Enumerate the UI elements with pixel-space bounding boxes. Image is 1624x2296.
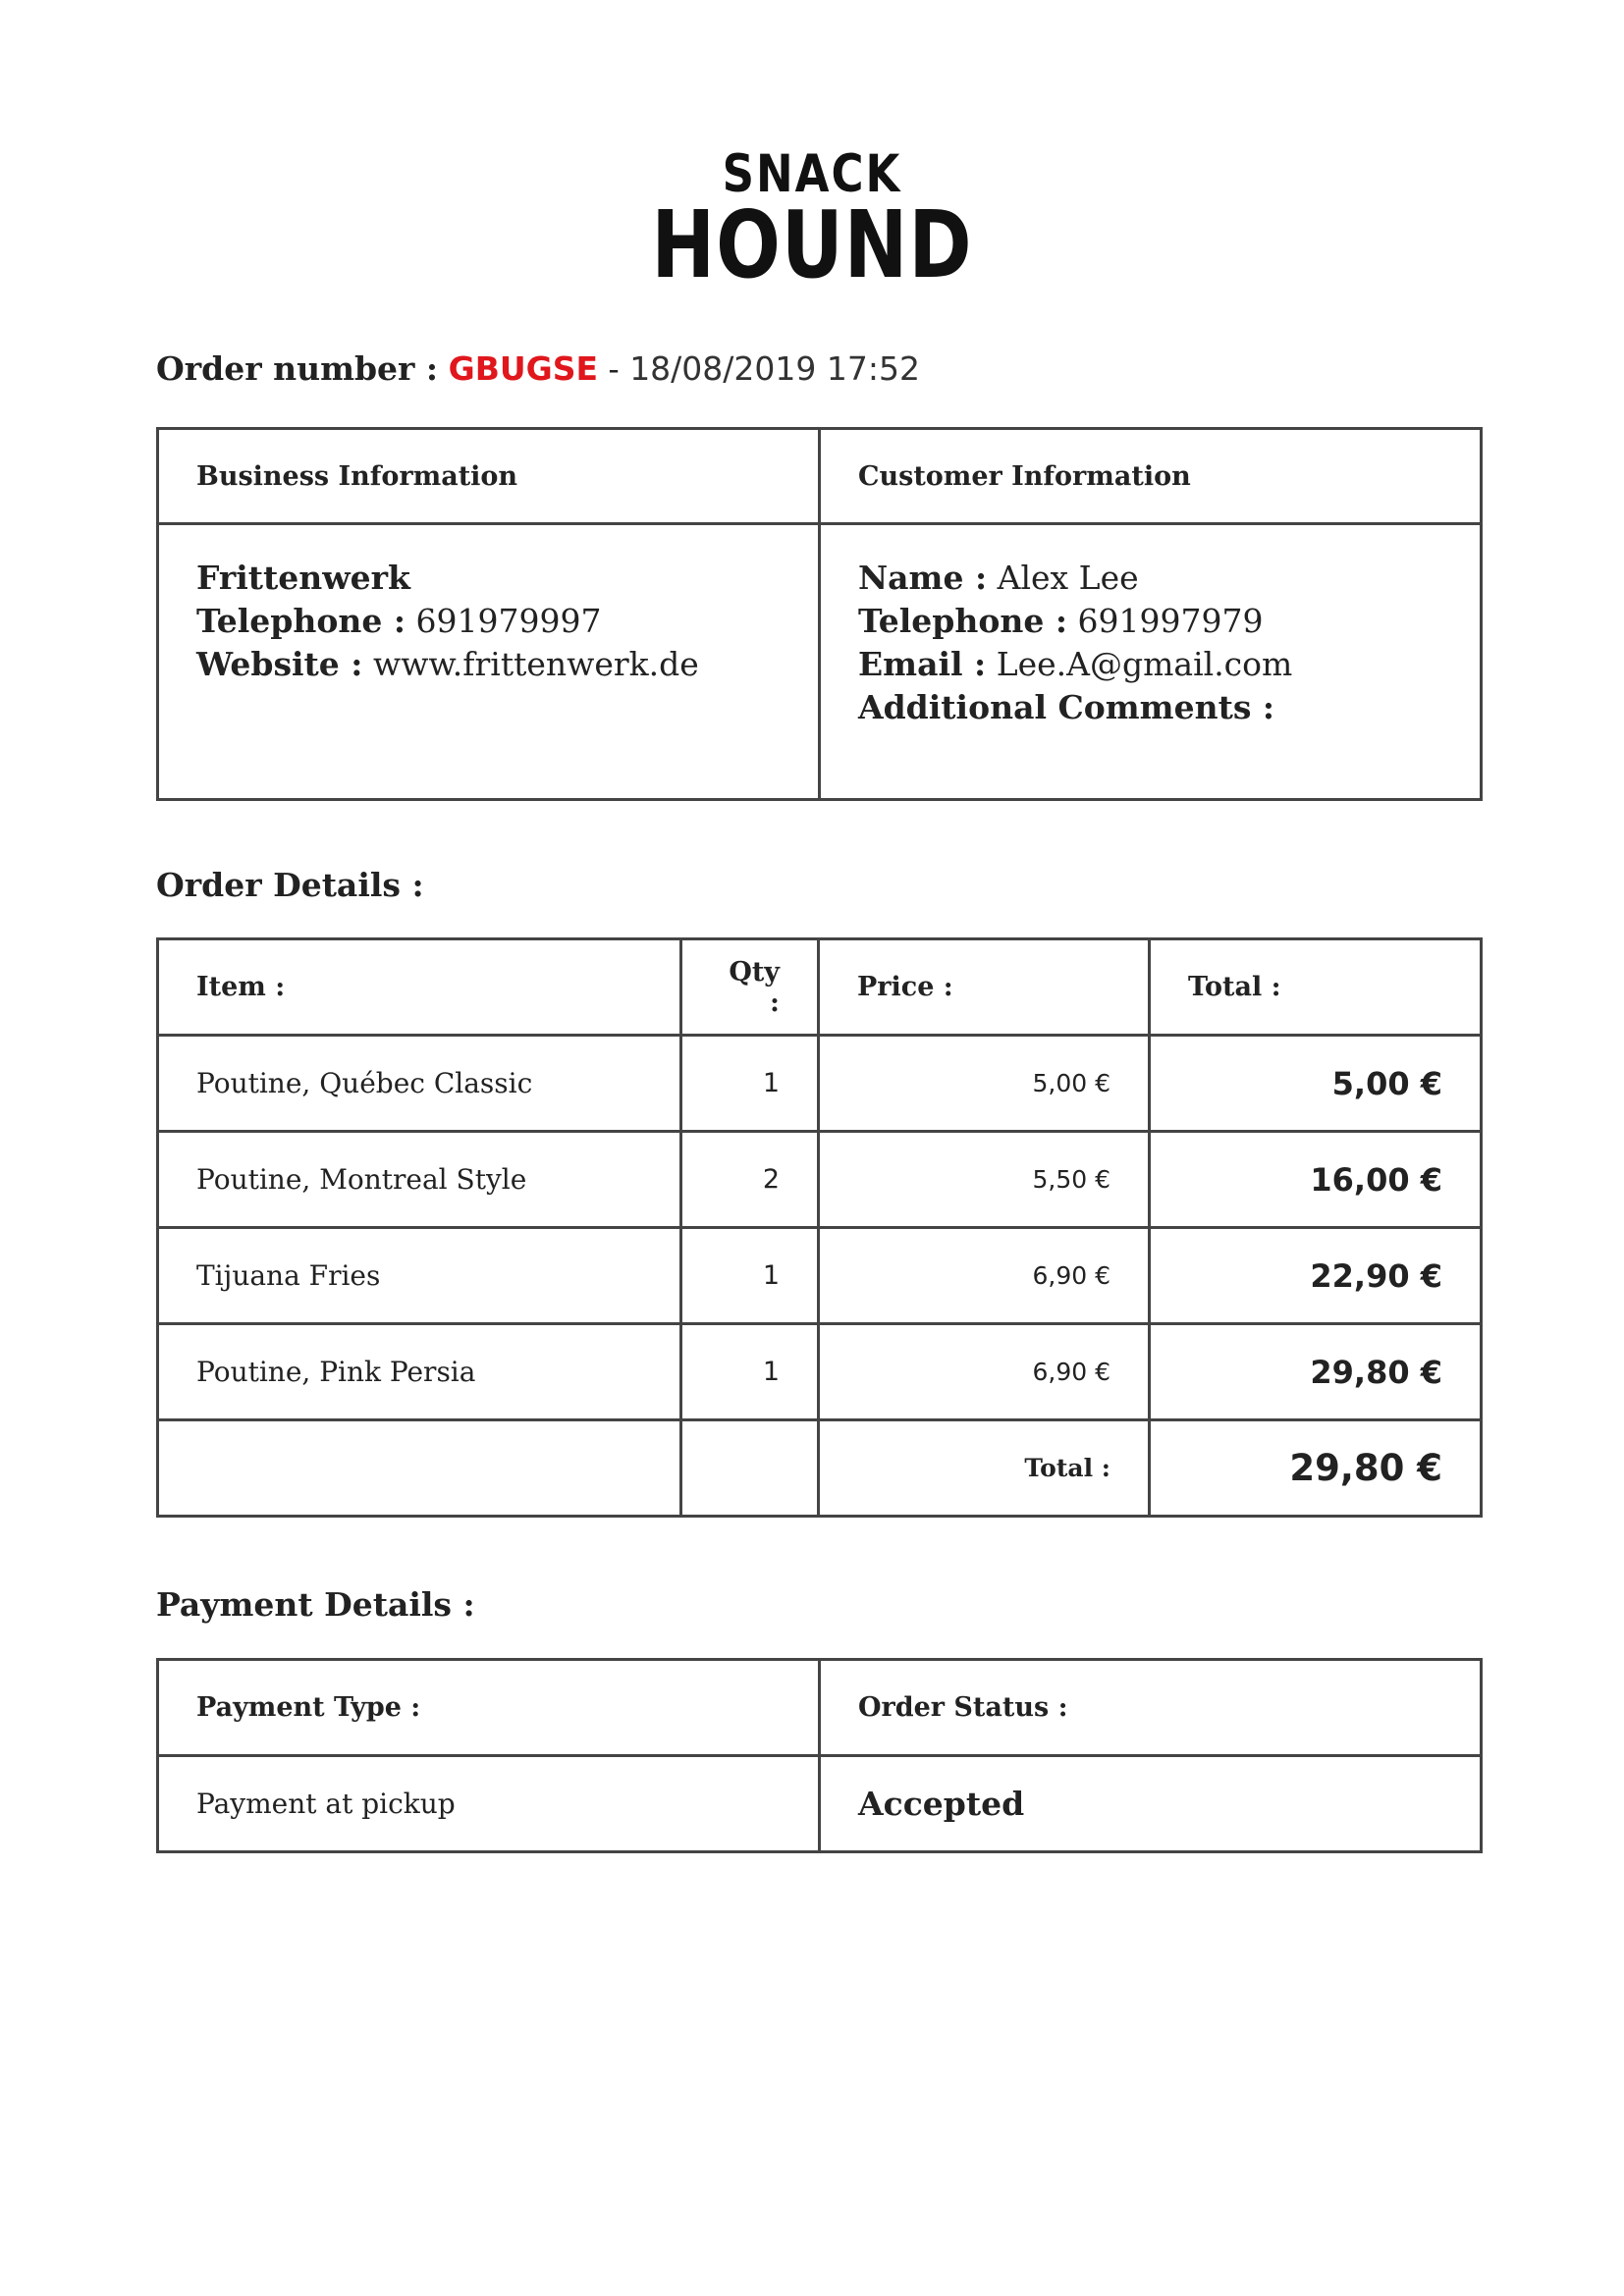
total-row — [158, 1420, 1482, 1517]
item-total: 22,90 € — [1150, 1228, 1482, 1324]
table-row — [158, 1132, 1482, 1228]
customer-telephone: 691997979 — [1077, 602, 1264, 640]
item-name: Poutine, Pink Persia — [158, 1324, 681, 1420]
item-name: Tijuana Fries — [158, 1228, 681, 1324]
brand-logo — [0, 143, 1624, 299]
payment-table — [156, 1658, 1483, 1853]
item-qty: 1 — [681, 1324, 819, 1420]
item-qty: 2 — [681, 1132, 819, 1228]
header-price: Price : — [819, 939, 1150, 1036]
item-price: 5,00 € — [819, 1036, 1150, 1132]
table-row — [158, 1036, 1482, 1132]
customer-comments-label: Additional Comments : — [858, 688, 1275, 726]
item-qty: 1 — [681, 1228, 819, 1324]
customer-info-body — [820, 524, 1482, 800]
business-website: www.frittenwerk.de — [372, 645, 699, 683]
item-price: 6,90 € — [819, 1228, 1150, 1324]
item-qty: 1 — [681, 1036, 819, 1132]
order-number-label: Order number : — [156, 349, 439, 388]
customer-email-label: Email : — [858, 645, 987, 683]
payment-type-header: Payment Type : — [158, 1660, 820, 1756]
order-separator: - — [598, 349, 630, 388]
total-label: Total : — [819, 1420, 1150, 1517]
item-total: 29,80 € — [1150, 1324, 1482, 1420]
header-total: Total : — [1150, 939, 1482, 1036]
payment-details-title: Payment Details : — [156, 1585, 475, 1624]
order-datetime: 18/08/2019 17:52 — [629, 349, 920, 388]
total-empty-cell — [158, 1420, 681, 1517]
total-empty-cell — [681, 1420, 819, 1517]
item-name: Poutine, Montreal Style — [158, 1132, 681, 1228]
order-code: GBUGSE — [448, 349, 599, 388]
header-item: Item : — [158, 939, 681, 1036]
order-details-table — [156, 937, 1483, 1518]
item-price: 6,90 € — [819, 1324, 1150, 1420]
item-name: Poutine, Québec Classic — [158, 1036, 681, 1132]
payment-type: Payment at pickup — [158, 1756, 820, 1852]
order-status: Accepted — [820, 1756, 1482, 1852]
order-status-header: Order Status : — [820, 1660, 1482, 1756]
business-website-label: Website : — [196, 645, 363, 683]
item-total: 16,00 € — [1150, 1132, 1482, 1228]
customer-email: Lee.A@gmail.com — [996, 645, 1293, 683]
header-qty: Qty : — [681, 939, 819, 1036]
business-info-header: Business Information — [158, 429, 820, 524]
grand-total: 29,80 € — [1150, 1420, 1482, 1517]
business-telephone-label: Telephone : — [196, 602, 406, 640]
order-details-title: Order Details : — [156, 866, 424, 904]
customer-telephone-label: Telephone : — [858, 602, 1068, 640]
item-price: 5,50 € — [819, 1132, 1150, 1228]
customer-name-label: Name : — [858, 559, 988, 597]
customer-name: Alex Lee — [997, 559, 1139, 597]
info-table — [156, 427, 1483, 801]
business-name: Frittenwerk — [196, 559, 410, 597]
logo-line-2: HOUND — [651, 191, 973, 299]
business-info-body — [158, 524, 820, 800]
logo-line-1: SNACK — [722, 143, 902, 204]
order-number-line — [156, 347, 920, 391]
item-total: 5,00 € — [1150, 1036, 1482, 1132]
table-row — [158, 1324, 1482, 1420]
table-row — [158, 1228, 1482, 1324]
customer-info-header: Customer Information — [820, 429, 1482, 524]
business-telephone: 691979997 — [415, 602, 602, 640]
